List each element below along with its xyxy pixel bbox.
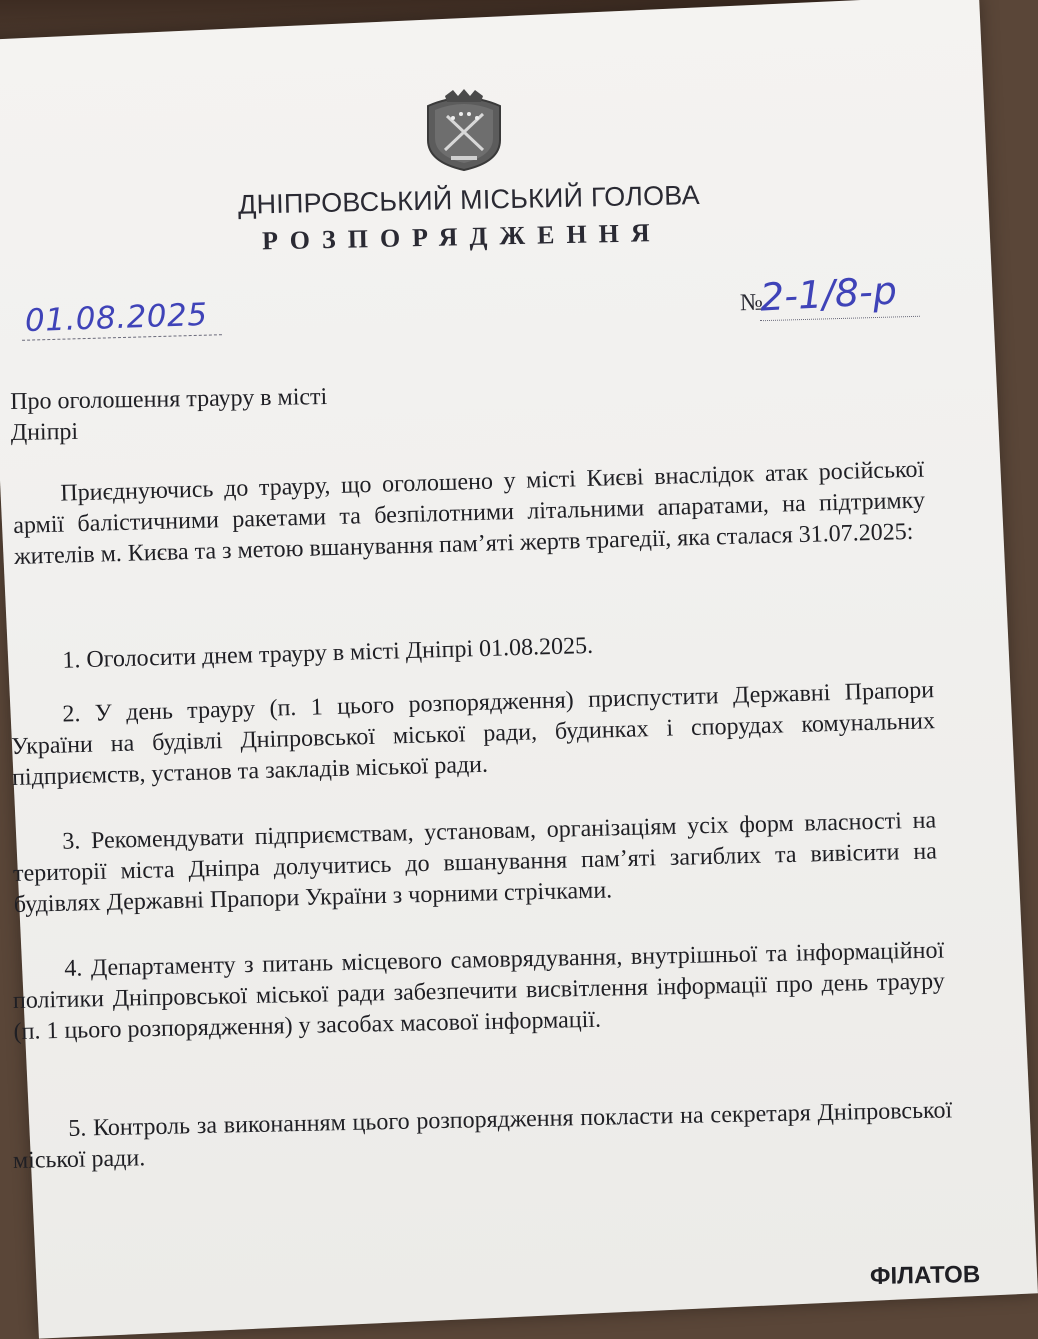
order-item-4: 4. Департаменту з питань місцевого самоврядування, внутрішньої та інформаційної політики Дніпровської міської ради забезпечити висвітлення інформації про день трауру (п. 1 цього розпорядження) у засобах масової інформації.: [12, 937, 946, 1045]
signatory-name: ФІЛАТОВ: [869, 1261, 981, 1290]
preamble-paragraph: Приєднуючись до трауру, що оголошено у місті Києві внаслідок атак російської армії балістичними ракетами та безпілотними літальними апаратами, на підтримку жителів м. Києва та з метою вшанування пам’яті жертв трагедії, яка сталася 31.07.2025:: [12, 456, 926, 570]
number-sign: №: [739, 289, 764, 317]
city-coat-of-arms-icon: [423, 88, 505, 172]
document-subject: Про оголошення трауру в місті Дніпрі: [10, 384, 328, 446]
document-number: 2-1/8-р: [758, 268, 898, 320]
order-item-2: 2. У день трауру (п. 1 цього розпорядження) приспустити Державні Прапори України на будівлі Дніпровської міської ради, будинках і спорудах комунальних підприємств, установ та закладів міської ради.: [10, 677, 936, 791]
order-item-3: 3. Рекомендувати підприємствам, установам, організаціям усіх форм власності на території міста Дніпра долучитись до вшанування пам’яті загиблих та вивісити на будівлях Державні Прапори України з чорними стрічками.: [12, 807, 938, 918]
order-item-5: 5. Контроль за виконанням цього розпорядження покласти на секретаря Дніпровської міської ради.: [12, 1097, 953, 1174]
document-type-title: РОЗПОРЯДЖЕННЯ: [261, 218, 662, 256]
document-date: 01.08.2025: [24, 296, 209, 340]
issuer-title: ДНІПРОВСЬКИЙ МІСЬКИЙ ГОЛОВА: [237, 180, 701, 220]
order-item-1: 1. Оголосити днем трауру в місті Дніпрі 01.08.2025.: [62, 632, 594, 674]
